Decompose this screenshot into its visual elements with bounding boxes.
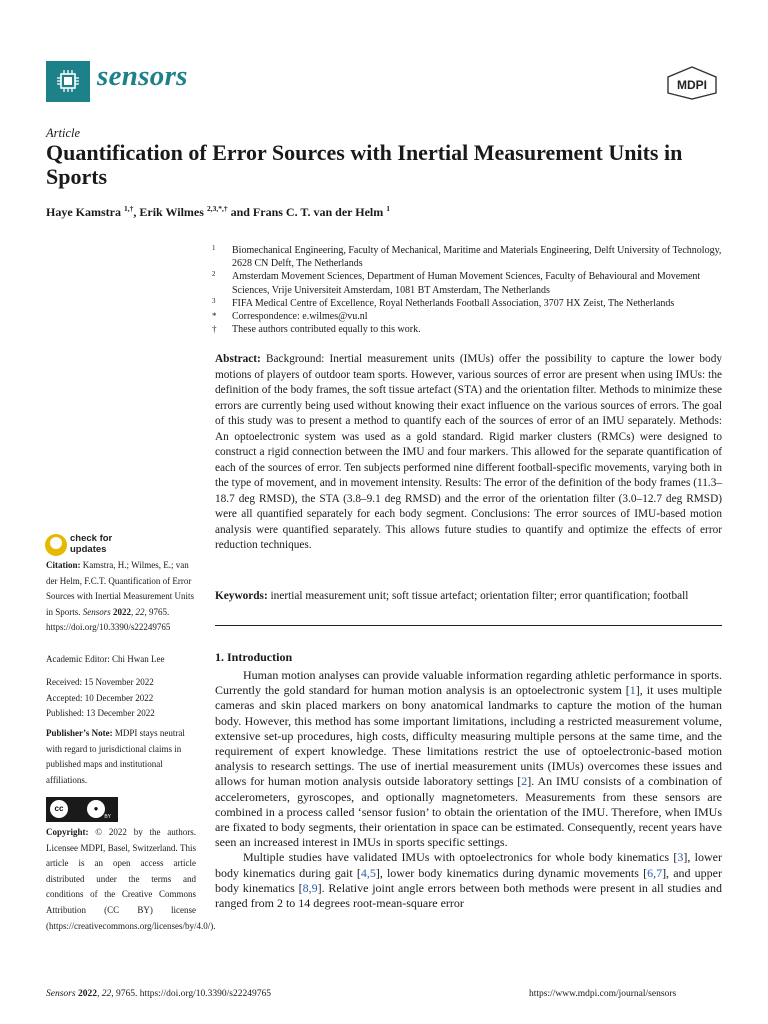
svg-text:MDPI: MDPI	[677, 78, 707, 92]
author-conjunction: and	[230, 205, 250, 219]
journal-name: sensors	[97, 60, 188, 92]
affiliation-item	[212, 270, 732, 296]
footer-doi[interactable]: , 9765. https://doi.org/10.3390/s22249765	[111, 989, 271, 999]
dates-block	[46, 675, 196, 722]
paragraph: Human motion analyses can provide valuable information regarding athletic performance in sports. Currently the gold standard for human motion analysis is an optoelectronic system [1], it uses multiple cameras and skin placed markers on bony anatomical landmarks to capture the motion of the human body. However, this method has some important limitations, including a restricted measurement volume, extensive set-up procedures, high costs, difficulty measuring multiple persons at the same time, and the requirement of expert knowledge. These limitations restrict the use of optoelectronic-based motion analysis to research settings. The use of inertial measurement units (IMUs) overcomes these issues and allows for human motion analysis outside laboratory settings [2]. An IMU consists of a combination of accelerometers, gyroscopes, and optionally magnetometers. Measurements from these sensors are combined in a process called ‘sensor fusion’ to obtain the orientation of the IMU. Therefore, when IMUs are fixated to body segments, their orientation in space can be estimated. Consequently, recent years have seen an increased interest in IMUs in sports specific settings.	[215, 668, 723, 850]
by-person-icon: ●	[87, 800, 105, 818]
citation-link[interactable]: 1	[629, 683, 636, 698]
keywords-text: inertial measurement unit; soft tissue artefact; orientation filter; error quantification; football	[270, 590, 689, 602]
affiliation-marker: †	[212, 324, 217, 335]
footer-year: 2022	[77, 989, 97, 999]
check-line-1: check for	[70, 533, 113, 544]
accepted-date: Accepted: 10 December 2022	[46, 692, 154, 703]
citation-link[interactable]: 2	[521, 774, 528, 789]
citation-journal: Sensors	[82, 606, 111, 617]
correspondence-text[interactable]: Correspondence: e.wilmes@vu.nl	[232, 311, 368, 323]
footer-journal-url[interactable]: https://www.mdpi.com/journal/sensors	[529, 989, 677, 999]
publisher-note-text: MDPI stays neutral with regard to jurisdictional claims in published maps and institutional affiliations.	[46, 728, 185, 785]
article-type: Article	[46, 126, 81, 140]
introduction-body	[215, 668, 722, 911]
affiliation-item	[212, 297, 732, 310]
academic-editor: Academic Editor: Chi Hwan Lee	[46, 654, 165, 664]
affiliation-marker: *	[212, 311, 217, 322]
copyright-block	[46, 825, 216, 934]
affiliation-item	[212, 310, 732, 323]
by-label: BY	[104, 814, 111, 820]
footer-citation: Sensors 2022, 22, 9765. https://doi.org/10.3390/s22249765	[46, 989, 271, 999]
citation-link[interactable]: 3	[677, 850, 684, 865]
affiliation-text: These authors contributed equally to this work.	[232, 324, 421, 336]
copyright-text: © 2022 by the authors. Licensee MDPI, Basel, Switzerland. This article is an open access article distributed under the terms and conditions of the Creative Commons Attribution (CC BY) license (https://creativecommons.org/licenses/by/4.0/).	[46, 827, 216, 931]
check-for-updates-button[interactable]	[45, 534, 165, 558]
citation-text: Kamstra, H.; Wilmes, E.; van der Helm, F.C.T. Quantification of Error Sources with Inertial Measurement Units in Sports.	[46, 560, 194, 617]
citation-block: Citation: Kamstra, H.; Wilmes, E.; van der Helm, F.C.T. Quantification of Error Sources with Inertial Measurement Units in Sports. Sensors 2022, 22, 9765. https://doi.org/10.3390/s22249765	[46, 560, 194, 633]
keywords-label: Keywords:	[215, 590, 268, 602]
journal-logo-icon	[46, 61, 90, 102]
check-line-2: updates	[70, 543, 107, 555]
cc-by-license-icon[interactable]	[46, 797, 118, 822]
affiliation-list	[212, 244, 732, 336]
footer-volume: 22	[101, 989, 112, 999]
author-name[interactable]: Erik Wilmes	[139, 205, 204, 219]
affiliation-text: Amsterdam Movement Sciences, Department of Human Movement Sciences, Faculty of Behavioural and Movement Sciences, Vrije Universiteit Amsterdam, 1081 BT Amsterdam, The Netherlands	[232, 271, 701, 296]
citation-label: Citation:	[46, 560, 81, 570]
paper-title: Quantification of Error Sources with Inertial Measurement Units in Sports	[46, 140, 683, 189]
abstract-text: Background: Inertial measurement units (IMUs) offer the possibility to capture the lower body motions of players of outdoor team sports. However, various sources of error are present when using IMUs: the definition of the body frames, the soft tissue artefact (STA) and the orientation filter. Methods to minimize these errors are currently being used without knowing their exact influence on the various sources of errors. The goal of this study was to present a method to quantify each of the sources of error of an IMU separately. Methods: An optoelectronic system was used as a gold standard. Rigid marker clusters (RMCs) were designed to construct a rigid connection between the IMU and four markers. This allowed for the separate quantification of each of the sources of error. Ten subjects performed nine different football-specific movements, varying both in the type of movement, and in movement intensity. Results: The error of the definition of the body frames (11.3–18.7 deg RMSD), the STA (3.8–9.1 deg RMSD) and the error of the orientation filter (3.0–12.7 deg RMSD) were all quantified separately for each body segment. Conclusions: The error sources of IMU-based motion analysis were quantified separately. This allows future studies to quantify and optimize the effects of error reduction techniques.	[215, 353, 723, 551]
section-heading: 1. Introduction	[215, 650, 293, 664]
abstract	[215, 352, 722, 554]
affiliation-marker: 1	[212, 244, 216, 252]
publisher-logo	[666, 66, 718, 100]
affiliation-item	[212, 323, 732, 336]
author-affil-marker: 1,†	[123, 204, 134, 213]
affiliation-marker: 3	[212, 296, 216, 305]
author-name[interactable]: Frans C. T. van der Helm	[252, 205, 384, 219]
author-affil-marker: 1	[386, 204, 391, 213]
keywords	[215, 589, 722, 605]
affiliation-text: FIFA Medical Centre of Excellence, Royal Netherlands Football Association, 3707 HX Zeist, The Netherlands	[232, 297, 675, 309]
affiliation-text: Biomechanical Engineering, Faculty of Mechanical, Maritime and Materials Engineering, Delft University of Technology, 2628 CN Delft, The Netherlands	[232, 245, 722, 270]
affiliation-item	[212, 244, 732, 270]
received-date: Received: 15 November 2022	[46, 677, 154, 687]
citation-doi[interactable]: , 9765. https://doi.org/10.3390/s22249765	[46, 606, 171, 633]
abstract-label: Abstract:	[215, 353, 261, 365]
citation-volume: 22	[135, 606, 145, 617]
copyright-label: Copyright:	[46, 827, 89, 837]
author-affil-marker: 2,3,*,†	[206, 204, 228, 213]
affiliation-marker: 2	[212, 270, 216, 279]
author-name[interactable]: Haye Kamstra	[46, 205, 121, 219]
check-updates-icon	[45, 534, 67, 556]
footer-journal: Sensors	[46, 989, 76, 999]
citation-link[interactable]: 6,7	[647, 865, 663, 880]
paragraph: Multiple studies have validated IMUs with optoelectronics for whole body kinematics [3], lower body kinematics during gait [4,5], lower body kinematics during dynamic movements [6,7], and upper body kinematics [8,9]. Relative joint angle errors between both methods were present in all studies and ranged from 2 to 14 degrees root-mean-square error	[215, 850, 723, 911]
citation-link[interactable]: 8,9	[302, 880, 318, 895]
citation-year: 2022	[113, 606, 132, 617]
author-list: Haye Kamstra $^{1,\dagger}$, Erik Wilmes $^{2,3,*,\dagger}$ and Frans C. T. van der Helm $^1$	[46, 204, 391, 219]
cc-icon: cc	[50, 800, 68, 818]
published-date: Published: 13 December 2022	[46, 708, 155, 719]
publisher-note-label: Publisher’s Note:	[46, 728, 113, 738]
publisher-note	[46, 726, 196, 788]
citation-link[interactable]: 4,5	[360, 865, 376, 880]
section-divider	[215, 625, 722, 626]
